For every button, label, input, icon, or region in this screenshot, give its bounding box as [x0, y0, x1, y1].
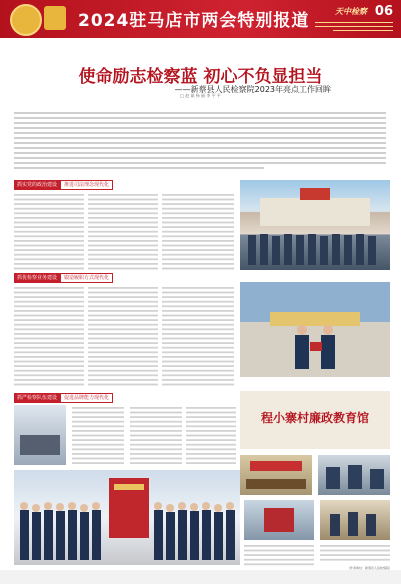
page-number: 06 [374, 4, 393, 19]
section-3-label: 抓严检察队伍建设 [14, 393, 60, 403]
byline: □ 赵 斌 杨 丽 李 平 平 [180, 93, 221, 98]
author-credit: （作者单位：新蔡县人民检察院） [346, 566, 392, 570]
photo-group-building [240, 180, 390, 270]
section-3-title: 促进品牌能力现代化 [60, 393, 113, 403]
photo-training-hall [14, 405, 66, 465]
photo-award-ceremony [240, 282, 390, 377]
photo-visit-small [320, 500, 390, 540]
photo-education-hall [240, 391, 390, 449]
section-2-label: 抓优检察业务建设 [14, 273, 60, 283]
article-subtitle: ——新蔡县人民检察院2023年亮点工作回眸 [174, 85, 331, 94]
masthead: 天中检察 [335, 7, 367, 16]
page-footer [0, 570, 401, 584]
article-title: 使命励志检察蓝 初心不负显担当 [78, 67, 323, 87]
photo-office-scene [318, 455, 390, 495]
photo-team-banner [14, 470, 240, 565]
photo-meeting-room [240, 455, 312, 495]
section-1-label: 抓实党的政治建设 [14, 180, 60, 190]
education-hall-sign: 程小寨村廉政教育馆 [260, 411, 369, 425]
section-1-title: 推进司法理念现代化 [60, 180, 113, 190]
section-2-title: 锻造履职方式现代化 [60, 273, 113, 283]
photo-ceremony-small [244, 500, 314, 540]
header-title: 2024驻马店市两会特别报道 [78, 11, 310, 31]
